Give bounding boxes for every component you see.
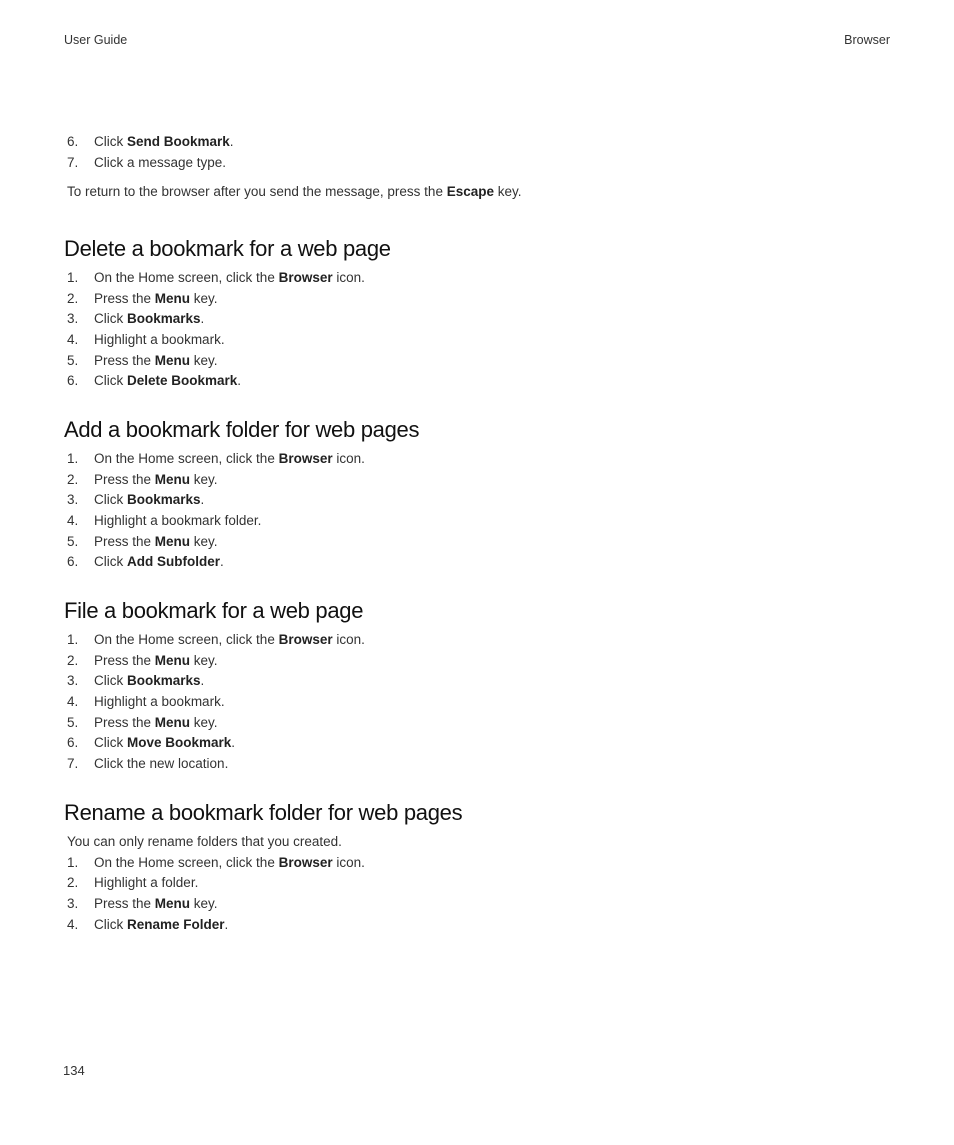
page-number: 134 [63, 1063, 85, 1078]
list-item: 2. Press the Menu key. [67, 471, 218, 487]
note-paragraph: To return to the browser after you send the message, press the Escape key. [67, 184, 522, 200]
list-item: 7. Click the new location. [67, 756, 229, 772]
list-item: 1. On the Home screen, click the Browser icon. [67, 854, 365, 870]
section-file-bookmark [0, 598, 954, 775]
list-item: 1. On the Home screen, click the Browser icon. [67, 451, 365, 466]
list-item: 1. On the Home screen, click the Browser icon. [67, 270, 365, 285]
list-item: 3. Press the Menu key. [67, 896, 218, 912]
intro-block [0, 132, 954, 202]
list-item: 3. Click Bookmarks. [67, 673, 205, 689]
section-rename-bookmark-folder [0, 800, 954, 935]
section-intro: You can only rename folders that you created. [67, 834, 342, 849]
step-list [0, 449, 954, 573]
list-item: 3. Click Bookmarks. [67, 492, 205, 508]
step-list [0, 132, 954, 173]
list-item: 6. Click Delete Bookmark. [67, 373, 242, 389]
list-item: 5. Press the Menu key. [67, 714, 218, 730]
list-item: 6. Click Send Bookmark. [67, 134, 234, 149]
section-heading: Add a bookmark folder for web pages [64, 417, 420, 442]
list-item: 2. Highlight a folder. [67, 875, 199, 891]
list-item: 5. Press the Menu key. [67, 352, 218, 368]
list-item: 4. Highlight a bookmark. [67, 694, 225, 710]
list-item: 7. Click a message type. [67, 154, 227, 170]
list-item: 6. Click Move Bookmark. [67, 735, 236, 751]
list-item: 4. Highlight a bookmark folder. [67, 513, 262, 529]
list-item: 3. Click Bookmarks. [67, 311, 205, 327]
running-header-left: User Guide [64, 33, 128, 47]
section-heading: Rename a bookmark folder for web pages [64, 800, 463, 825]
section-heading: File a bookmark for a web page [64, 598, 364, 623]
step-list [0, 268, 954, 392]
section-delete-bookmark [0, 236, 954, 392]
section-heading: Delete a bookmark for a web page [64, 236, 391, 261]
list-item: 5. Press the Menu key. [67, 533, 218, 549]
step-list [0, 853, 954, 936]
list-item: 1. On the Home screen, click the Browser icon. [67, 632, 365, 647]
list-item: 4. Click Rename Folder. [67, 916, 229, 932]
list-item: 4. Highlight a bookmark. [67, 332, 225, 348]
running-header-right: Browser [844, 33, 890, 47]
step-list [0, 630, 954, 775]
list-item: 2. Press the Menu key. [67, 652, 218, 668]
section-add-bookmark-folder [0, 417, 954, 573]
list-item: 2. Press the Menu key. [67, 290, 218, 306]
list-item: 6. Click Add Subfolder. [67, 554, 224, 570]
